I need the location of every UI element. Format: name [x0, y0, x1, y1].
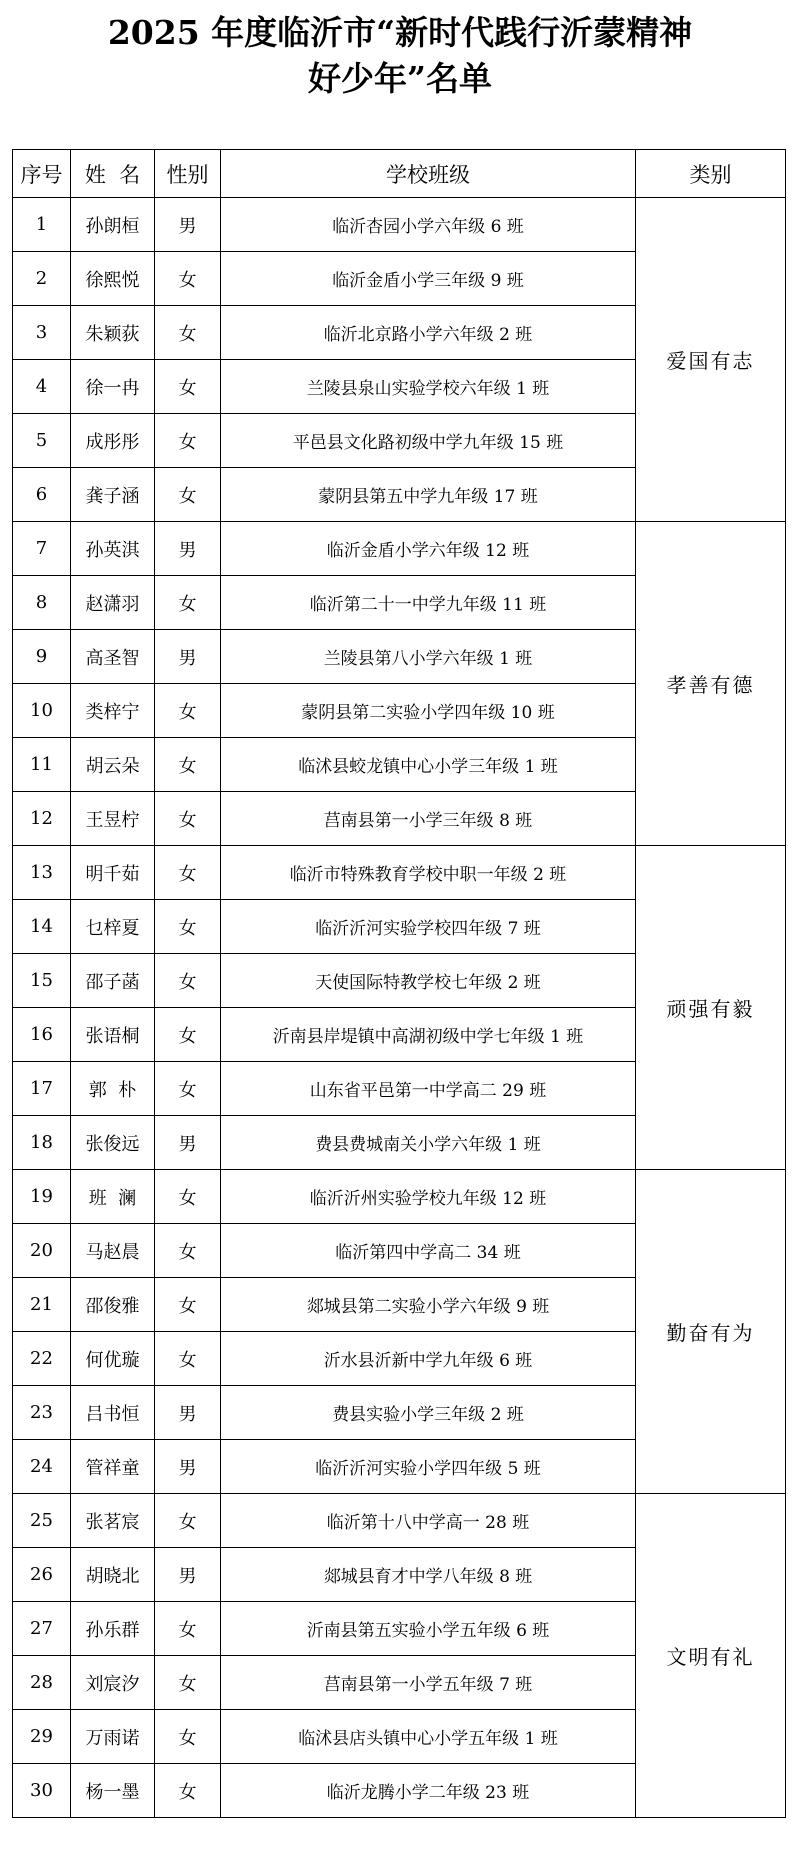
row-number: 24	[13, 1440, 71, 1494]
row-number: 26	[13, 1548, 71, 1602]
student-gender: 男	[155, 1440, 221, 1494]
row-number: 18	[13, 1116, 71, 1170]
header-name: 姓 名	[71, 150, 155, 198]
row-number: 10	[13, 684, 71, 738]
header-school-class: 学校班级	[221, 150, 636, 198]
school-class: 临沂第二十一中学九年级 11 班	[221, 576, 636, 630]
school-class: 莒南县第一小学三年级 8 班	[221, 792, 636, 846]
row-number: 14	[13, 900, 71, 954]
row-number: 3	[13, 306, 71, 360]
student-name: 张语桐	[71, 1008, 155, 1062]
student-gender: 女	[155, 900, 221, 954]
student-name: 明千茹	[71, 846, 155, 900]
student-name: 吕书恒	[71, 1386, 155, 1440]
student-name: 万雨诺	[71, 1710, 155, 1764]
school-class: 临沂杏园小学六年级 6 班	[221, 198, 636, 252]
student-gender: 女	[155, 1332, 221, 1386]
row-number: 21	[13, 1278, 71, 1332]
school-class: 蒙阴县第五中学九年级 17 班	[221, 468, 636, 522]
school-class: 临沂金盾小学三年级 9 班	[221, 252, 636, 306]
row-number: 22	[13, 1332, 71, 1386]
header-gender: 性别	[155, 150, 221, 198]
row-number: 16	[13, 1008, 71, 1062]
student-gender: 男	[155, 198, 221, 252]
row-number: 13	[13, 846, 71, 900]
row-number: 2	[13, 252, 71, 306]
row-number: 27	[13, 1602, 71, 1656]
row-number: 6	[13, 468, 71, 522]
school-class: 兰陵县第八小学六年级 1 班	[221, 630, 636, 684]
school-class: 临沭县蛟龙镇中心小学三年级 1 班	[221, 738, 636, 792]
student-name: 徐熙悦	[71, 252, 155, 306]
school-class: 临沂金盾小学六年级 12 班	[221, 522, 636, 576]
student-gender: 女	[155, 360, 221, 414]
row-number: 1	[13, 198, 71, 252]
school-class: 临沂北京路小学六年级 2 班	[221, 306, 636, 360]
student-name: 郭 朴	[71, 1062, 155, 1116]
student-name: 管祥童	[71, 1440, 155, 1494]
student-gender: 女	[155, 1602, 221, 1656]
student-gender: 女	[155, 846, 221, 900]
student-name: 胡晓北	[71, 1548, 155, 1602]
student-gender: 女	[155, 792, 221, 846]
student-name: 胡云朵	[71, 738, 155, 792]
student-name: 成彤彤	[71, 414, 155, 468]
student-gender: 男	[155, 1386, 221, 1440]
school-class: 兰陵县泉山实验学校六年级 1 班	[221, 360, 636, 414]
row-number: 5	[13, 414, 71, 468]
school-class: 郯城县育才中学八年级 8 班	[221, 1548, 636, 1602]
student-gender: 男	[155, 522, 221, 576]
category-cell: 勤奋有为	[636, 1170, 786, 1494]
category-cell: 孝善有德	[636, 522, 786, 846]
school-class: 临沂市特殊教育学校中职一年级 2 班	[221, 846, 636, 900]
header-category: 类别	[636, 150, 786, 198]
student-gender: 女	[155, 1170, 221, 1224]
student-gender: 女	[155, 414, 221, 468]
school-class: 郯城县第二实验小学六年级 9 班	[221, 1278, 636, 1332]
student-gender: 女	[155, 954, 221, 1008]
school-class: 沂南县岸堤镇中高湖初级中学七年级 1 班	[221, 1008, 636, 1062]
school-class: 山东省平邑第一中学高二 29 班	[221, 1062, 636, 1116]
student-gender: 男	[155, 1116, 221, 1170]
student-gender: 女	[155, 1494, 221, 1548]
school-class: 费县实验小学三年级 2 班	[221, 1386, 636, 1440]
roster-table	[12, 149, 786, 1818]
student-gender: 女	[155, 1062, 221, 1116]
student-name: 孙英淇	[71, 522, 155, 576]
row-number: 4	[13, 360, 71, 414]
student-name: 徐一冉	[71, 360, 155, 414]
student-gender: 女	[155, 738, 221, 792]
row-number: 29	[13, 1710, 71, 1764]
student-gender: 女	[155, 306, 221, 360]
student-name: 邵俊雅	[71, 1278, 155, 1332]
category-cell: 文明有礼	[636, 1494, 786, 1818]
student-gender: 女	[155, 1278, 221, 1332]
document-title-line-2: 好少年”名单	[308, 59, 492, 98]
school-class: 临沂沂河实验小学四年级 5 班	[221, 1440, 636, 1494]
table-row	[13, 1170, 786, 1224]
table-row	[13, 198, 786, 252]
row-number: 8	[13, 576, 71, 630]
row-number: 11	[13, 738, 71, 792]
student-name: 杨一墨	[71, 1764, 155, 1818]
school-class: 天使国际特教学校七年级 2 班	[221, 954, 636, 1008]
student-name: 孙乐群	[71, 1602, 155, 1656]
student-gender: 男	[155, 630, 221, 684]
student-name: 班 澜	[71, 1170, 155, 1224]
student-name: 何优璇	[71, 1332, 155, 1386]
student-name: 邵子菡	[71, 954, 155, 1008]
row-number: 7	[13, 522, 71, 576]
student-gender: 女	[155, 1008, 221, 1062]
student-gender: 男	[155, 1548, 221, 1602]
school-class: 沂水县沂新中学九年级 6 班	[221, 1332, 636, 1386]
student-name: 赵潇羽	[71, 576, 155, 630]
row-number: 19	[13, 1170, 71, 1224]
student-name: 朱颖荻	[71, 306, 155, 360]
row-number: 23	[13, 1386, 71, 1440]
student-name: 张俊远	[71, 1116, 155, 1170]
student-gender: 女	[155, 576, 221, 630]
school-class: 莒南县第一小学五年级 7 班	[221, 1656, 636, 1710]
row-number: 20	[13, 1224, 71, 1278]
student-gender: 女	[155, 1656, 221, 1710]
student-name: 马赵晨	[71, 1224, 155, 1278]
school-class: 临沂沂州实验学校九年级 12 班	[221, 1170, 636, 1224]
school-class: 临沭县店头镇中心小学五年级 1 班	[221, 1710, 636, 1764]
row-number: 9	[13, 630, 71, 684]
student-gender: 女	[155, 684, 221, 738]
school-class: 费县费城南关小学六年级 1 班	[221, 1116, 636, 1170]
school-class: 沂南县第五实验小学五年级 6 班	[221, 1602, 636, 1656]
student-gender: 女	[155, 468, 221, 522]
school-class: 临沂沂河实验学校四年级 7 班	[221, 900, 636, 954]
school-class: 临沂第十八中学高一 28 班	[221, 1494, 636, 1548]
student-gender: 女	[155, 252, 221, 306]
school-class: 蒙阴县第二实验小学四年级 10 班	[221, 684, 636, 738]
table-header-row	[13, 150, 786, 198]
row-number: 17	[13, 1062, 71, 1116]
student-name: 王昱柠	[71, 792, 155, 846]
row-number: 30	[13, 1764, 71, 1818]
student-name: 类梓宁	[71, 684, 155, 738]
row-number: 28	[13, 1656, 71, 1710]
header-number: 序号	[13, 150, 71, 198]
table-row	[13, 846, 786, 900]
school-class: 平邑县文化路初级中学九年级 15 班	[221, 414, 636, 468]
student-name: 乜梓夏	[71, 900, 155, 954]
table-body	[13, 198, 786, 1818]
student-gender: 女	[155, 1710, 221, 1764]
student-name: 高圣智	[71, 630, 155, 684]
table-row	[13, 1494, 786, 1548]
row-number: 15	[13, 954, 71, 1008]
category-cell: 爱国有志	[636, 198, 786, 522]
student-name: 孙朗桓	[71, 198, 155, 252]
school-class: 临沂龙腾小学二年级 23 班	[221, 1764, 636, 1818]
student-gender: 女	[155, 1764, 221, 1818]
category-cell: 顽强有毅	[636, 846, 786, 1170]
student-name: 张茗宸	[71, 1494, 155, 1548]
student-name: 刘宸汐	[71, 1656, 155, 1710]
row-number: 25	[13, 1494, 71, 1548]
student-gender: 女	[155, 1224, 221, 1278]
table-row	[13, 522, 786, 576]
row-number: 12	[13, 792, 71, 846]
document-title-line-1: 2025 年度临沂市“新时代践行沂蒙精神	[107, 13, 693, 52]
student-name: 龚子涵	[71, 468, 155, 522]
school-class: 临沂第四中学高二 34 班	[221, 1224, 636, 1278]
